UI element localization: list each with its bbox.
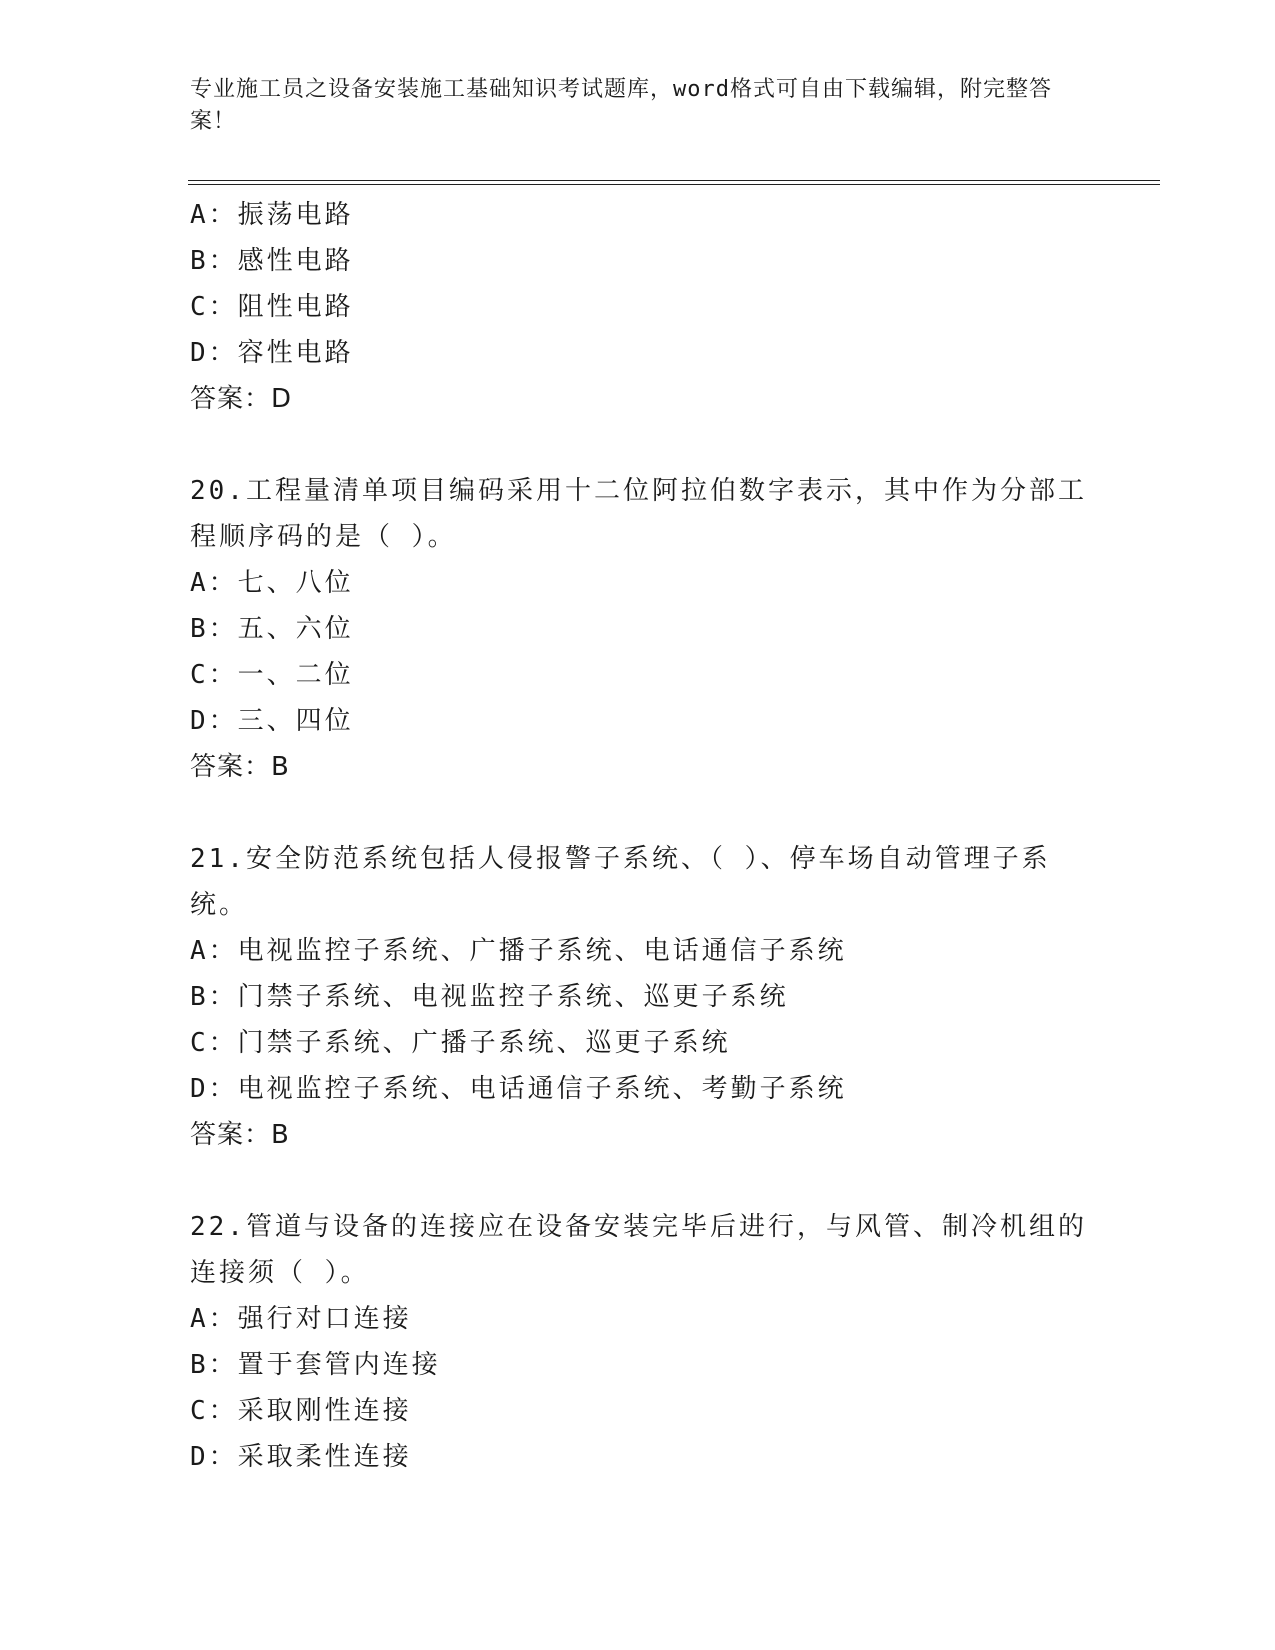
answer: 答案：B [190, 752, 290, 782]
option-d: D：三、四位 [190, 706, 354, 736]
spacer [190, 790, 1090, 836]
question-stem: 20.工程量清单项目编码采用十二位阿拉伯数字表示，其中作为分部工程顺序码的是（ ）。 [190, 476, 1087, 552]
answer: 答案：D [190, 384, 293, 414]
option-a: A：振荡电路 [190, 200, 354, 230]
option-d: D：容性电路 [190, 338, 354, 368]
document-header: 专业施工员之设备安装施工基础知识考试题库，word格式可自由下载编辑，附完整答案！ [190, 77, 1052, 134]
option-a: A：七、八位 [190, 568, 354, 598]
header-divider-bottom [188, 184, 1160, 185]
option-c: C：阻性电路 [190, 292, 354, 322]
option-b: B：置于套管内连接 [190, 1350, 441, 1380]
option-b: B：五、六位 [190, 614, 354, 644]
option-a: A：强行对口连接 [190, 1304, 412, 1334]
option-d: D：电视监控子系统、电话通信子系统、考勤子系统 [190, 1074, 847, 1104]
spacer [190, 422, 1090, 468]
question-21 [190, 836, 1090, 1158]
question-stem: 21.安全防范系统包括人侵报警子系统、（ ）、停车场自动管理子系统。 [190, 844, 1051, 920]
question-19 [190, 192, 1090, 422]
option-b: B：感性电路 [190, 246, 354, 276]
answer: 答案：B [190, 1120, 290, 1150]
option-c: C：门禁子系统、广播子系统、巡更子系统 [190, 1028, 731, 1058]
question-stem: 22.管道与设备的连接应在设备安装完毕后进行，与风管、制冷机组的连接须（ ）。 [190, 1212, 1087, 1288]
question-20 [190, 468, 1090, 790]
option-d: D：采取柔性连接 [190, 1442, 412, 1472]
option-c: C：一、二位 [190, 660, 354, 690]
option-c: C：采取刚性连接 [190, 1396, 412, 1426]
option-a: A：电视监控子系统、广播子系统、电话通信子系统 [190, 936, 847, 966]
spacer [190, 1158, 1090, 1204]
option-b: B：门禁子系统、电视监控子系统、巡更子系统 [190, 982, 789, 1012]
header-divider-top [188, 180, 1160, 181]
question-22 [190, 1204, 1090, 1480]
question-list [190, 192, 1090, 1480]
